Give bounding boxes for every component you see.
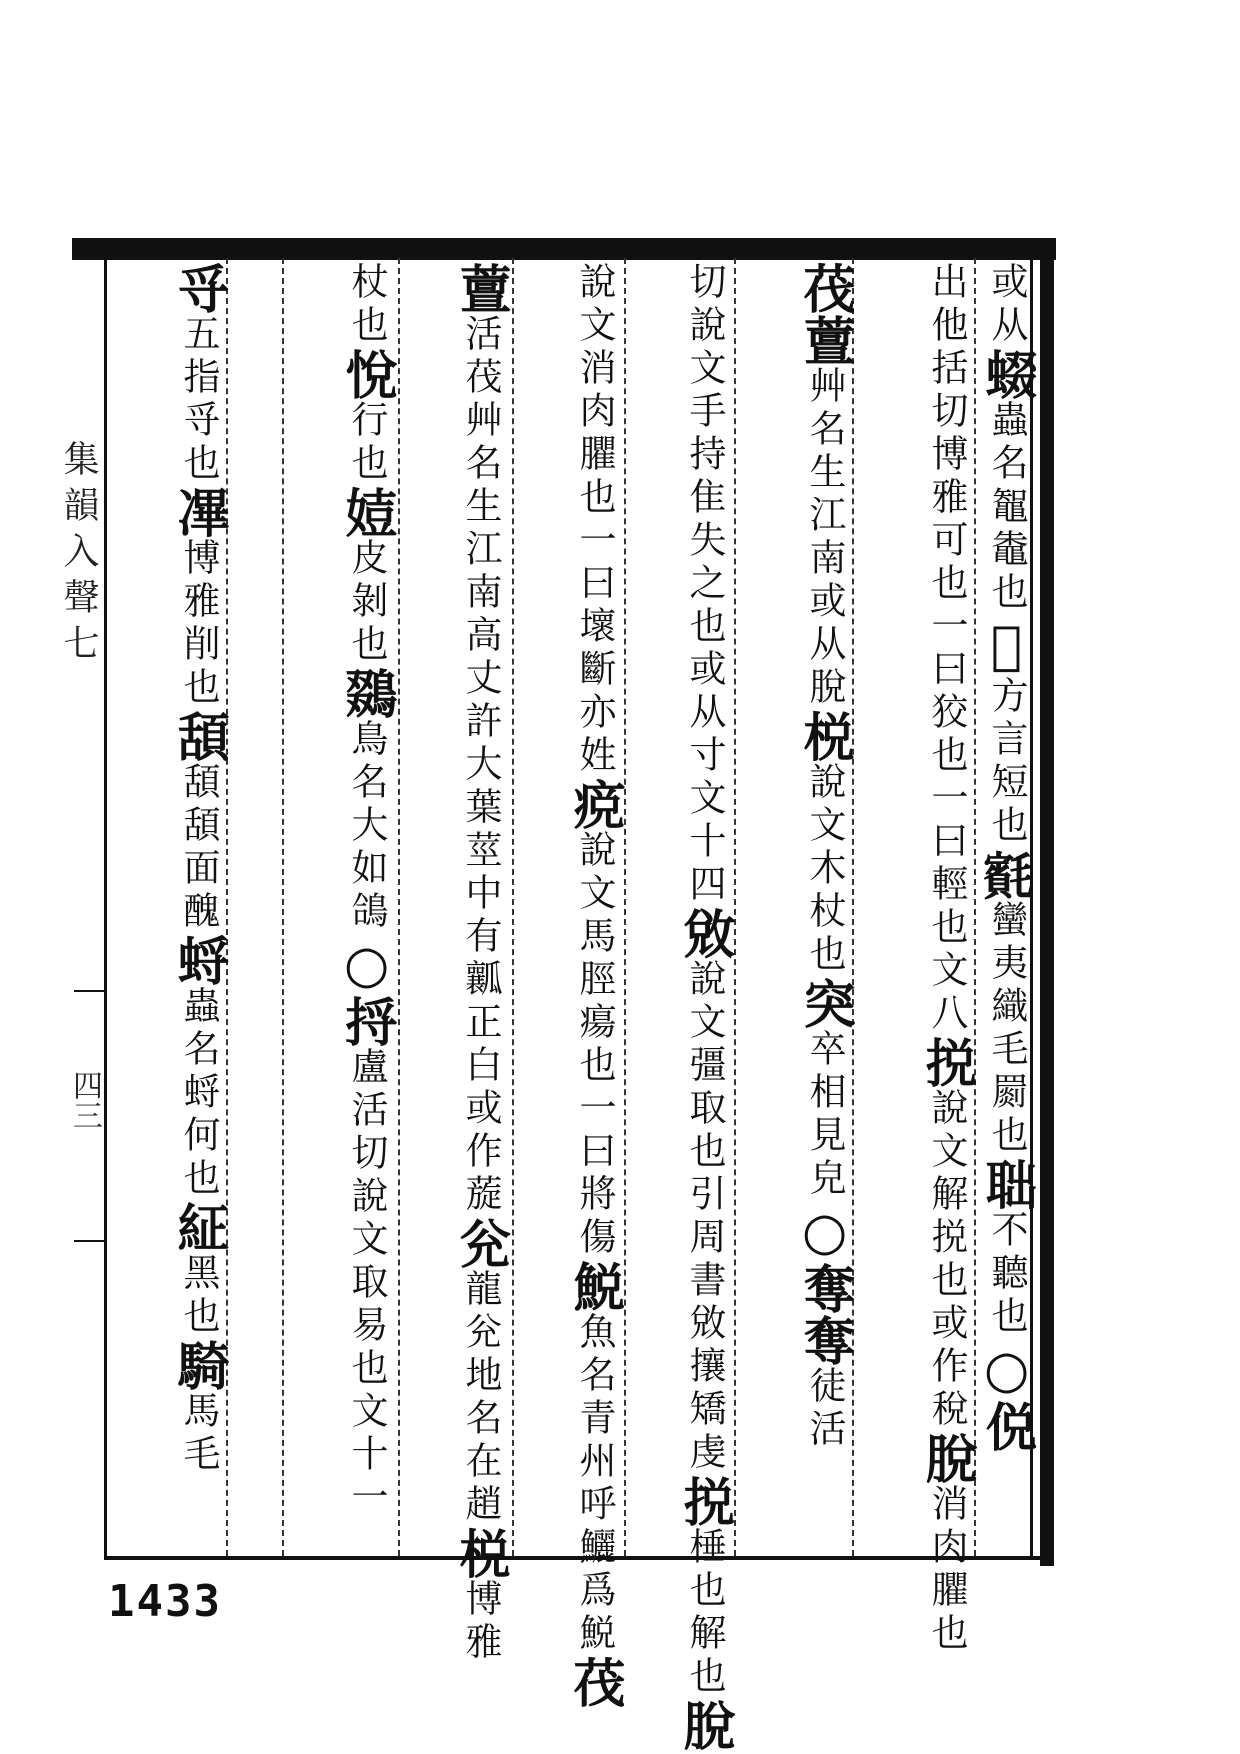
headword: ○捋 bbox=[336, 934, 397, 1047]
headword: 寽 bbox=[168, 262, 229, 314]
headword: 㛸 bbox=[336, 486, 397, 538]
annotation-text: 行也 bbox=[345, 400, 388, 486]
annotation-text: 艸名生江南或从脫 bbox=[803, 366, 846, 710]
headword: 頢 bbox=[168, 710, 229, 762]
headword: 茷 bbox=[564, 1656, 625, 1708]
annotation-text: 不聽也 bbox=[985, 1210, 1028, 1339]
annotation-text: 或从 bbox=[985, 262, 1028, 348]
annotation-text: 消肉臞也 bbox=[925, 1484, 968, 1656]
headword: 捝 bbox=[916, 1036, 977, 1088]
annotation-text: 說文消肉臞也一曰壞斷亦姓 bbox=[573, 262, 616, 778]
headword: ○奪 bbox=[794, 1201, 855, 1314]
headword: 聉 bbox=[976, 1158, 1037, 1210]
annotation-text: 五指寽也 bbox=[177, 314, 220, 486]
annotation-text: 說文木杖也 bbox=[803, 762, 846, 977]
headword: 捝 bbox=[674, 1475, 735, 1527]
frame-left-rule bbox=[104, 258, 107, 1558]
annotation-text: 說文馬脛瘍也一曰將傷 bbox=[573, 830, 616, 1260]
headword: 痥 bbox=[564, 778, 625, 830]
headword: 蝃 bbox=[976, 348, 1037, 400]
text-column-3 bbox=[794, 262, 855, 1554]
annotation-text: 蟲名蛶何也 bbox=[177, 986, 220, 1201]
annotation-text: 皮剝也 bbox=[345, 538, 388, 667]
headword: 䕊 bbox=[794, 314, 855, 366]
headword: 茷 bbox=[794, 262, 855, 314]
annotation-text: 盧活切說文取易也文十一 bbox=[345, 1047, 388, 1520]
headword: 𪓗 bbox=[976, 615, 1037, 676]
headword: 棁 bbox=[794, 710, 855, 762]
annotation-text: 頢頢面醜 bbox=[177, 762, 220, 934]
annotation-text: 切說文手持隹失之也或从寸文十四 bbox=[683, 262, 726, 907]
annotation-text: 馬毛 bbox=[177, 1391, 220, 1477]
column-separator bbox=[512, 258, 514, 1556]
annotation-text: 杖也 bbox=[345, 262, 388, 348]
annotation-text: 卒相見皃 bbox=[803, 1029, 846, 1201]
headword: 悅 bbox=[336, 348, 397, 400]
column-separator bbox=[398, 258, 400, 1556]
annotation-text: 鳥名大如鴿 bbox=[345, 719, 388, 934]
annotation-text: 活茷艸名生江南高丈許大葉莖中有瓤正白或作蔙 bbox=[459, 314, 502, 1217]
headword: 蛶 bbox=[168, 934, 229, 986]
headword: 䕊 bbox=[450, 262, 511, 314]
frame-right-rule bbox=[1040, 238, 1054, 1566]
margin-fishtail-mark bbox=[74, 1240, 104, 1242]
text-column-5 bbox=[564, 262, 625, 1708]
headword: 敓 bbox=[674, 907, 735, 959]
annotation-text: 博雅削也 bbox=[177, 538, 220, 710]
annotation-text: 龍兊地名在趙 bbox=[459, 1269, 502, 1527]
headword: 突 bbox=[794, 977, 855, 1029]
annotation-text: 魚名青州呼鱺爲鮵 bbox=[573, 1312, 616, 1656]
annotation-text: 博雅 bbox=[459, 1579, 502, 1665]
column-separator bbox=[282, 258, 284, 1556]
annotation-text: 棰也解也 bbox=[683, 1527, 726, 1699]
annotation-text: 黑也 bbox=[177, 1253, 220, 1339]
headword: 騎 bbox=[168, 1339, 229, 1391]
headword: 棁 bbox=[450, 1527, 511, 1579]
headword: 脫 bbox=[916, 1432, 977, 1484]
headword: 鮵 bbox=[564, 1260, 625, 1312]
headword: 脫 bbox=[674, 1699, 735, 1751]
column-separator bbox=[624, 258, 626, 1556]
headword: 鵽 bbox=[336, 667, 397, 719]
text-column-8 bbox=[168, 262, 229, 1554]
text-column-1 bbox=[976, 262, 1037, 1554]
frame-top-rule bbox=[72, 238, 1056, 260]
headword: ○侻 bbox=[976, 1339, 1037, 1452]
text-column-6 bbox=[450, 262, 511, 1665]
annotation-text: 徒活 bbox=[803, 1366, 846, 1452]
headword: 㓖 bbox=[168, 486, 229, 538]
annotation-text: 說文彊取也引周書敓攘矯虔 bbox=[683, 959, 726, 1475]
annotation-text: 蠻夷織毛罽也 bbox=[985, 900, 1028, 1158]
text-column-7 bbox=[336, 262, 397, 1554]
margin-folio: 四三 bbox=[67, 1070, 102, 1130]
annotation-text: 蟲名鼅鼄也 bbox=[985, 400, 1028, 615]
margin-fishtail-mark bbox=[74, 990, 104, 992]
headword: 𣰨 bbox=[976, 848, 1037, 900]
headword: 兊 bbox=[450, 1217, 511, 1269]
margin-title: 集韻入聲七 bbox=[58, 440, 99, 670]
text-column-2 bbox=[916, 262, 977, 1656]
annotation-text: 出他括切博雅可也一曰狡也一曰輕也文八 bbox=[925, 262, 968, 1036]
annotation-text: 方言短也 bbox=[985, 676, 1028, 848]
text-column-4 bbox=[674, 262, 735, 1751]
headword: 䋊 bbox=[168, 1201, 229, 1253]
annotation-text: 說文解捝也或作稅 bbox=[925, 1088, 968, 1432]
page-number: 1433 bbox=[108, 1576, 222, 1627]
headword: 奪 bbox=[794, 1314, 855, 1366]
